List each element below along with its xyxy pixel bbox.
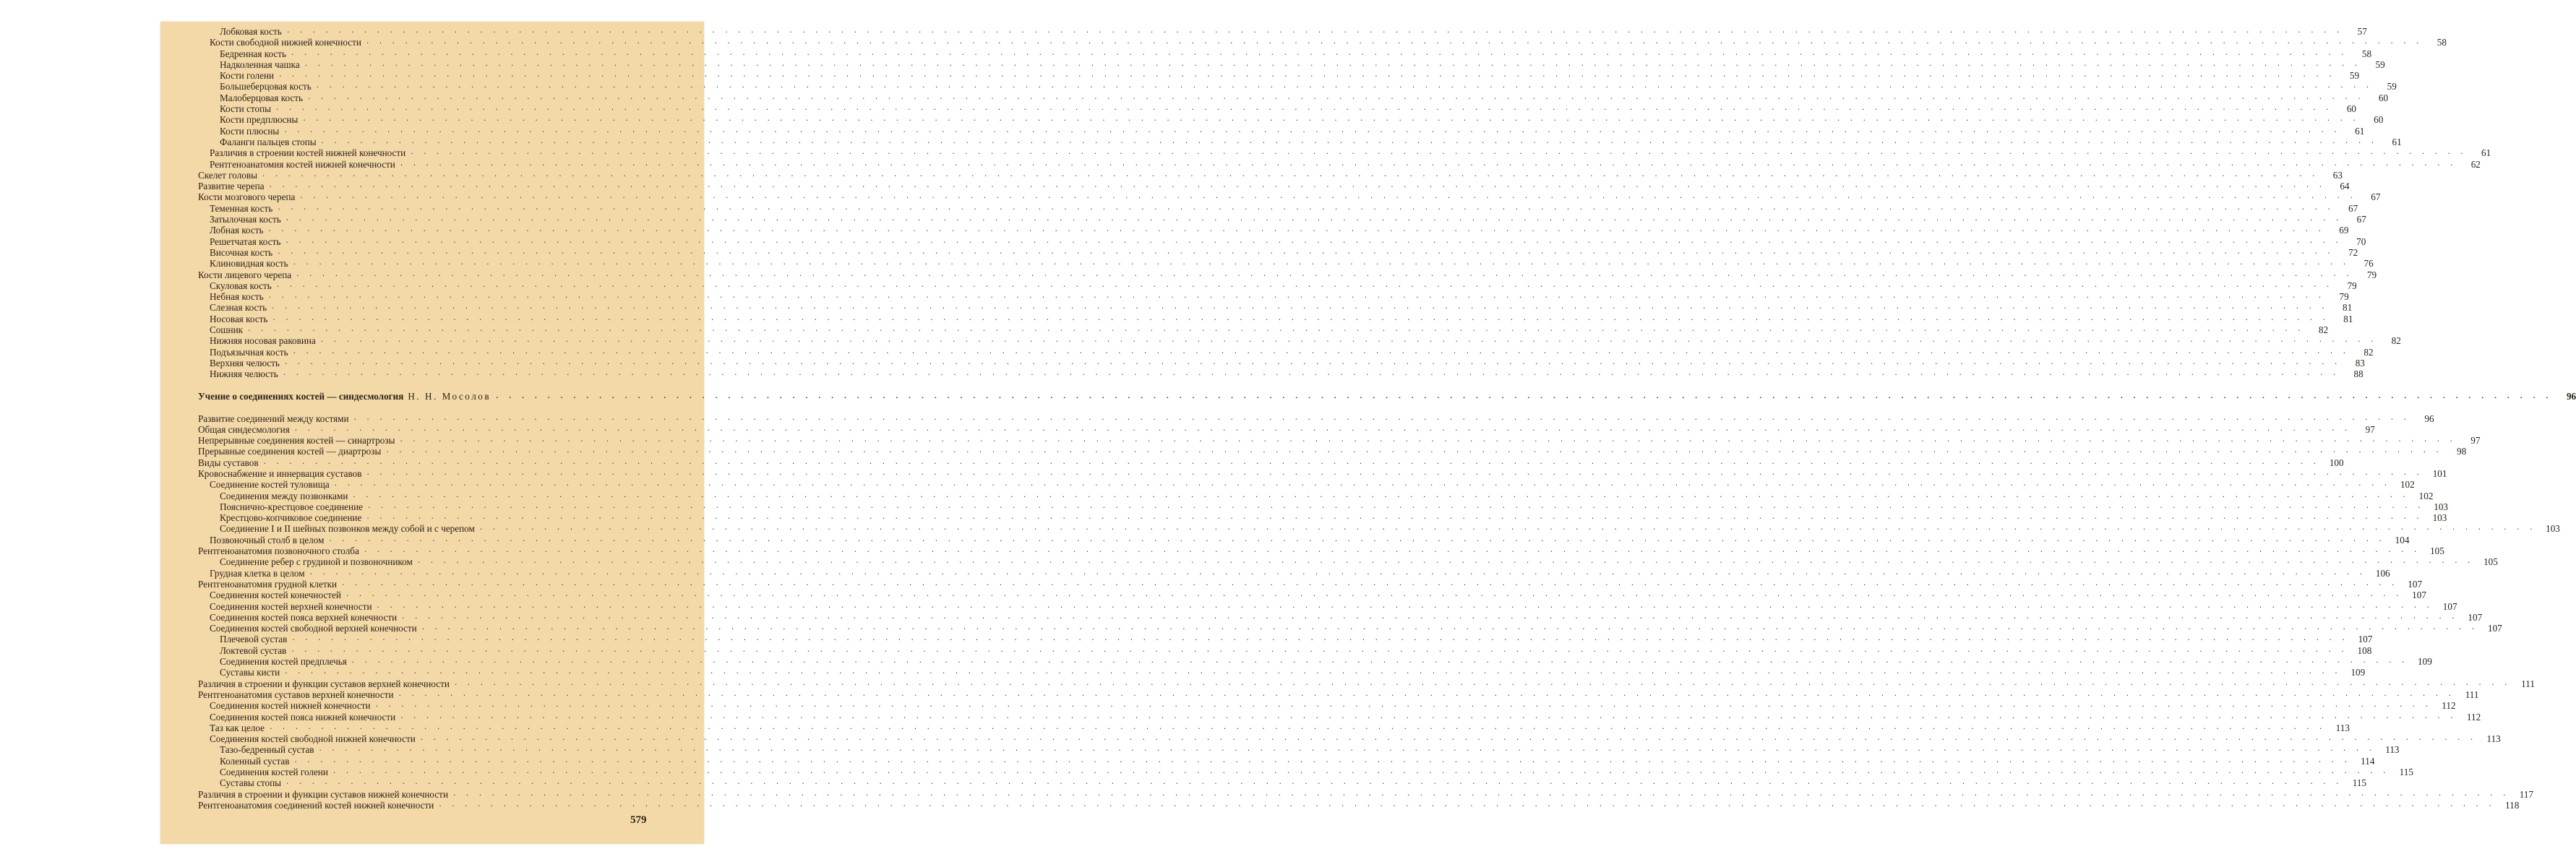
toc-entry-page: 105 <box>2483 556 2498 568</box>
toc-entry-page: 97 <box>2365 423 2375 435</box>
toc-entry-page: 102 <box>2400 479 2415 491</box>
toc-entry <box>198 158 2481 170</box>
toc-entry-title: Соединения костей свободной нижней конечности <box>210 733 416 745</box>
toc-entry-title: Носовая кость <box>210 313 268 324</box>
toc-entry-title: Малоберцовая кость <box>220 92 304 103</box>
leader-dots: . . . . . . . . . . . . . . . . . . . . . . . . . . . . . . . . . . . . . . . . . . . . . . . . . . . . . . . . . . . . . . . . . . . . . . . . . . . . . . . . . . . . . . . . . . . . . . . . . . . . . . . . . . . . . . . . . . . . . . . . . . . . . . . . . . . . . . . . . . . . . . . . . . . . . . . . . . . . . . . . <box>277 204 2334 212</box>
leader-dots: . . . . . . . . . . . . . . . . . . . . . . . . . . . . . . . . . . . . . . . . . . . . . . . . . . . . . . . . . . . . . . . . . . . . . . . . . . . . . . . . . . . . . . . . . . . . . . . . . . . . . . . . . . . . . . . . . . . . . . . . . . . . . . . . . . . . . . . . . . . . . . . . . . . . . . . . . . . . . . . . <box>438 801 2495 808</box>
toc-entry <box>198 423 2375 435</box>
toc-entry-title: Соединение I и II шейных позвонков между собой и с черепом <box>220 523 475 535</box>
toc-entry <box>198 125 2365 137</box>
leader-dots: . . . . . . . . . . . . . . . . . . . . . . . . . . . . . . . . . . . . . . . . . . . . . . . . . . . . . . . . . . . . . . . . . . . . . . . . . . . . . . . . . . . . . . . . . . . . . . . . . . . . . . . . . . . . . . . . . . . . . . . . . . . . . . . . . . . . . . . . . . . . . . . . . . . . . . . . . . . . . . . . <box>363 547 2420 555</box>
toc-entry <box>198 556 2498 568</box>
toc-entry <box>198 467 2447 479</box>
toc-entry-title: Подъязычная кость <box>210 346 288 358</box>
toc-entry-page: 103 <box>2546 523 2560 535</box>
section-author: Н. Н. Мосолов <box>408 390 491 402</box>
toc-entry-title: Развитие черепа <box>198 181 265 192</box>
toc-entry <box>198 48 2372 59</box>
toc-entry-page: 67 <box>2356 214 2366 225</box>
toc-entry-page: 60 <box>2374 114 2384 126</box>
leader-dots: . . . . . . . . . . . . . . . . . . . . . . . . . . . . . . . . . . . . . . . . . . . . . . . . . . . . . . . . . . . . . . . . . . . . . . . . . . . . . . . . . . . . . . . . . . . . . . . . . . . . . . . . . . . . . . . . . . . . . . . . . . . . . . . . . . . . . . . . . . . . . . . . . . . . . . . . . . . . . . . . <box>416 558 2473 566</box>
toc-entry <box>198 623 2502 634</box>
toc-entry <box>198 534 2410 545</box>
leader-dots: . . . . . . . . . . . . . . . . . . . . . . . . . . . . . . . . . . . . . . . . . . . . . . . . . . . . . . . . . . . . . . . . . . . . . . . . . . . . . . . . . . . . . . . . . . . . . . . . . . . . . . . . . . . . . . . . . . . . . . . . . . . . . . . . . . . . . . . . . . . . . . . . . . . . . . . . . . . . . . . . <box>293 756 2350 764</box>
toc-entry-title: Различия в строении и функции суставов нижней конечности <box>198 788 449 800</box>
leader-dots: . . . . . . . . . . . . . . . . . . . . . . . . . . . . . . . . . . . . . . . . . . . . . . . . . . . . . . . . . . . . . . . . . . . . . . . . . . . . . . . . . . . . . . . . . . . . . . . . . . . . . . . . . . . . . . . . . . . . . . . . . . . . . . . . . . . . . . . . . . . . . . . . . . . . . . . . . . . . . . . . <box>421 624 2478 632</box>
toc-entry-title: Нижняя носовая раковина <box>210 335 316 347</box>
toc-entry <box>198 777 2367 789</box>
leader-dots: . . . . . . . . . . . . . . . . . . . . . . . . . . . . . . . . . . . . . . . . . . . . . . . . . . . . . . . . . . . . . . . . . . . . . . . . . . . . . . . . . . . . . . . . . . . . . . . . . . . . . . . . . . . . . . . . . . . . . . . . . . . . . . . . . . . . . . . . . . . . . . . . . . . . . . . . . . . . . . . . <box>293 425 2350 433</box>
toc-entry-page: 115 <box>2399 767 2413 777</box>
toc-entry-page: 96 <box>2424 413 2434 424</box>
leader-dots: . . . . . . . . . . . . . . . . . . . . . . . . . . . . . . . . . . . . . . . . . . . . . . . . . . . . . . . . . . . . . . . . . . . . . . . . . . . . . . . . . . . . . . . . . . . . . . . . . . . . . . . . . . . . . . . . . . . . . . . . . . . . . . . . . . . . . . . . . . . . . . . . . . . . . . . . . . . . . . . . <box>352 491 2409 499</box>
toc-entry-page: 97 <box>2470 435 2481 447</box>
toc-entry <box>198 799 2520 811</box>
toc-entry <box>198 214 2366 225</box>
leader-dots: . . . . . . . . . . . . . . . . . . . . . . . . . . . . . . . . . . . . . . . . . . . . . . . . . . . . . . . . . . . . . . . . . . . . . . . . . . . . . . . . . . . . . . . . . . . . . . . . . . . . . . . . . . . . . . . . . . . . . . . . . . . . . . . . . . . . . . . . . . . . . . . . . . . . . . . . . . . . . . . . <box>261 171 2318 178</box>
toc-entry <box>198 490 2434 501</box>
toc-entry <box>198 169 2343 181</box>
toc-entry <box>198 368 2364 380</box>
toc-entry <box>198 291 2349 303</box>
toc-entry <box>198 435 2481 447</box>
toc-entry <box>198 667 2366 678</box>
toc-entry-page: 107 <box>2412 590 2426 601</box>
leader-dots: . . . . . . . . . . . . . . . . . . . . . . . . . . . . . . . . . . . . . . . . . . . . . . . . . . . . . . . . . . . . . . . . . . . . . . . . . . . . . . . . . . . . . . . . . . . . . . . . . . . . . . . . . . . . . . . . . . . . . . . . . . . . . . . . . . . . . . . . . . . . . . . . . . . . . . . . . . . . . . . . <box>453 679 2510 687</box>
toc-entry-page: 104 <box>2395 534 2410 545</box>
leader-dots: . . . . . . . . . . . . . . . . . . . . . . . . . . . . . . . . . . . . . . . . . . . . . . . . . . . . . . . . . . . . . . . . . . . . . . . . . . . . . . . . . . . . . . . . . . . . . . . . . . . . . . . . . . . . . . . . . . . . . . . . . . . . . . . . . . . . . . . . . . . . . . . . . . . . . . . . . . . . . . . . <box>478 525 2536 532</box>
toc-entry <box>198 191 2381 203</box>
toc-entry <box>198 611 2483 623</box>
toc-entry-title: Соединения костей нижней конечности <box>210 700 371 712</box>
toc-entry <box>198 733 2501 745</box>
toc-entry-page: 69 <box>2339 225 2349 236</box>
toc-entry-title: Решетчатая кость <box>210 236 281 247</box>
leader-dots: . . . . . . . . . . . . . . . . . . . . . . . . . . . . . . . . . . . . . . . . . . . . . . . . . . . . . . . . . . . . . . . . . . . . . . . . . . . . . . . . . . . . . . . . . . . . . . . . . . . . . . . . . . . . . . . . . . . . . . . . . . . . . . . . . . . . . . . . . . . . . . . . . . . . . . . . . . . . . . . . <box>320 137 2377 145</box>
leader-dots: . . . . . . . . . . . . . . . . . . . . . . . . . . . . . . . . . . . . . . . . . . . . . . . . . . . . . . . . . . . . . . . . . . . . . . . . . . . . . . . . . . . . . . . . . . . . . . . . . . . . . . . . . . . . . . . . . . . . . . . . . . . . . . . . . . . . . . . . . . . . . . . . . . . . . . . . . . . . . . . . <box>333 480 2390 488</box>
leader-dots: . . . . . . . . . . . . . . . . . . . . . . . . . . . . . . . . . . . . . . . . . . . . . . . . . . . . . . . . . . . . . . . . . . . . . . . . . . . . . . . . . . . . . . . . . . . . . . . . . . . . . . . . . . . . . . . . . . . . . . . . . . . . . . . . . . . . . . . . . . . . . . . . . . . . . . . . . . . . . . . . <box>452 790 2510 798</box>
toc-entry-title: Соединения костей предплечья <box>220 656 347 668</box>
toc-entry-title: Большеберцовая кость <box>220 81 312 92</box>
toc-entry-title: Надколенная чашка <box>220 59 300 70</box>
toc-entry-page: 59 <box>2375 59 2385 70</box>
page-number: 579 <box>630 814 647 826</box>
leader-dots: . . . . . . . . . . . . . . . . . . . . . . . . . . . . . . . . . . . . . . . . . . . . . . . . . . . . . . . . . . . . . . . . . . . . . . . . . . . . . . . . . . . . . . . . . . . . . . . . . . . . . . . . . . . . . . . . . . . . . . . . . . . . . . . . . . . . . . . . . . . . . . . . . . . . . . . . . . . . . . . . <box>399 436 2456 444</box>
toc-entry-title: Нижняя челюсть <box>210 368 278 380</box>
toc-entry <box>198 269 2377 280</box>
toc-entry-page: 58 <box>2361 48 2372 59</box>
toc-entry-title: Слезная кость <box>210 302 267 314</box>
toc-entry-page: 112 <box>2442 700 2456 712</box>
leader-dots: . . . . . . . . . . . . . . . . . . . . . . . . . . . . . . . . . . . . . . . . . . . . . . . . . . . . . . . . . . . . . . . . . . . . . . . . . . . . . . . . . . . . . . . . . . . . . . . . . . . . . . . . . . . . . . . . . . . . . . . . . . . . . . . . . . . . . . . . . . . . . . . . . . . . . . . . . . . . . . . . <box>283 358 2340 366</box>
toc-entry-title: Височная кость <box>210 246 273 258</box>
toc-entry-page: 103 <box>2434 501 2448 512</box>
toc-entry-page: 88 <box>2353 368 2364 380</box>
toc-entry-title: Сошник <box>210 324 244 336</box>
toc-entry-title: Суставы кисти <box>220 667 280 678</box>
toc-entry-page: 57 <box>2357 26 2367 37</box>
leader-dots: . . . . . . . . . . . . . . . . . . . . . . . . . . . . . . . . . . . . . . . . . . . . . . . . . . . . . . . . . . . . . . . . . . . . . . . . . . . . . . . . . . . . . . . . . . . . . . . . . . . . . . . . . . . . . . . . . . . . . . . . . . . . . . . . . . . . . . . . . . . . . . . . . . . . . . . . . . . . . . . . <box>302 116 2359 124</box>
toc-entry <box>198 136 2402 147</box>
toc-entry-page: 109 <box>2418 656 2432 668</box>
toc-entry-title: Различия в строении и функции суставов верхней конечности <box>198 678 450 689</box>
leader-dots: . . . . . . . . . . . . . . . . . . . . . . . . . . . . . . . . . . . . . . . . . . . . . . . . . . . . . . . . . . . . . . . . . . . . . . . . . . . . . . . . . . . . . . . . . . . . . . . . . . . . . . . . . . . . . . . . . . . . . . . . . . . . . . . . . . . . . . . . . . . . . . . . . . . . . . . . . . . . . . . . <box>271 303 2328 311</box>
toc-entry-page: 109 <box>2350 667 2366 678</box>
toc-entry-title: Соединения костей верхней конечности <box>210 600 372 612</box>
leader-dots: . . . . . . . . . . . . . . . . . . . . . . . . . . . . . . . . . . . . . . . . . . . . . . . . . . . . . . . . . . . . . . . . . . . . . . . . . . . . . . . . . . . . . . . . . . . . . . . . . . . . . . . . . . . . . . . . . . . . . . . . . . . . . . . . . . . . . . . . . . . . . . . . . . . . . . . . . . . . . . . . <box>309 569 2366 577</box>
leader-dots: . . . . . . . . . . . . . . . . . . . . . . . . . . . . . . . . . . . . . . . . . . . . . . . . . . . . . . . . . . . . . . . . . . . . . . . . . . . . . . . . . . . . . . . . . . . . . . . . . . . . . . . . . . . . . . . . . . . . . . . . . . . . . . . . . . . . . . . . . . . . . . . . . . . . . . . . . . . . . . . . <box>247 326 2304 334</box>
toc-entry-title: Клиновидная кость <box>210 258 288 269</box>
toc-entry <box>198 26 2367 37</box>
toc-entry <box>198 357 2365 368</box>
toc-entry-title: Лобковая кость <box>220 26 282 37</box>
toc-entry <box>198 722 2350 733</box>
toc-entry <box>198 689 2479 700</box>
toc-entry-title: Небная кость <box>210 291 264 303</box>
toc-entry <box>198 236 2366 247</box>
toc-entry-page: 70 <box>2356 236 2366 247</box>
leader-dots: . . . . . . . . . . . . . . . . . . . . . . . . . . . . . . . . . . . . . . . . . . . . . . . . . . . . . . . . . . . . . . . . . . . . . . . . . . . . . . . . . . . . . . . . . . . . . . . . . . . . . . . . . . . . . . . . . . . . . . . . . . . . . . . . . . . . . . . . . . . . . . . . . . . . . . . . . . . . . . . . <box>332 768 2389 775</box>
leader-dots: . . . . . . . . . . . . . . . . . . . . . . . . . . . . . . . . . . . . . . . . . . . . . . . . . . . . . . . . . . . . . . . . . . . . . . . . . . . . . . . . . . . . . . . . . . . . . . . . . . . . . . . . . . . . . . . . . . . . . . . . . . . . . . . . . . . . . . . . . . . . . . . . . . . . . . . . . . . . . . . . <box>268 723 2325 731</box>
leader-dots: . . . . . . . . . . . . . . . . . . . . . . . . . . . . . . . . . . . . . . . . . . . . . . . . . . . . . . . . . . . . . . . . . . . . . . . . . . . . . . . . . . . . . . . . . . . . . . . . . . . . . . . . . . . . . . . . . . . . . . . . . . . . . . . . . . . . . . . . . . . . . . . . . . . . . . . . . . . . . . . . <box>285 27 2343 35</box>
toc-entry-page: 118 <box>2505 799 2520 811</box>
toc-entry-page: 63 <box>2332 169 2343 181</box>
leader-dots: . . . . . . . . . . . . . . . . . . . . . . . . . . . . . . . . . . . . . . . . . . . . . . . . . . . . . . . . . . . . . . . . . . . . . . . . . . . . . . . . . . . . . . . . . . . . . . . . . . . . . . . . . . . . . . . . . . . . . . . . . . . . . . . . . . . . . . . . . . . . . . . . . . . . . . . . . . . . . . . . <box>291 646 2348 654</box>
toc-entry <box>198 457 2344 468</box>
toc-entry-page: 59 <box>2387 81 2397 92</box>
toc-entry-page: 61 <box>2355 125 2365 137</box>
leader-dots: . . . . . . . . . . . . . . . . . . . . . . . . . . . . . . . . . . . . . . . . . . . . . . . . . . . . . . . . . . . . . . . . . . . . . . . . . . . . . . . . . . . . . . . . . . . . . . . . . . . . . . . . . . . . . . . . . . . . . . . . . . . . . . . . . . . . . . . . . . . . . . . . . . . . . . . . . . . . . . . . <box>292 348 2349 355</box>
leader-dots: . . . . . . . . . . . . . . . . . . . . . . . . . . . . . . . . . . . . . . . . . . . . . . . . . . . . . . . . . . . . . . . . . . . . . . . . . . . . . . . . . . . . . . . . . . . . . . . . . . . . . . . . . . . . . . . . . . . . . . . . . . . . . . . . . . . . . . . . . . . . . . . . . . . . . . . . . . . . . . . . <box>365 38 2422 46</box>
toc-entry-page: 113 <box>2385 744 2400 756</box>
toc-entry-page: 103 <box>2432 512 2447 524</box>
toc-entry <box>198 788 2534 800</box>
toc-entry-title: Соединения костей пояса верхней конечности <box>210 611 398 623</box>
toc-entry <box>198 644 2372 656</box>
toc-entry-title: Соединение костей туловища <box>210 479 330 491</box>
toc-entry <box>198 181 2350 192</box>
leader-dots: . . . . . . . . . . . . . . . . . . . . . . . . . . . . . . . . . . . . . . . . . . . . . . . . . . . . . . . . . . . . . . . . . . . . . . . . . . . . . . . . . . . . . . . . . . . . . . . . . . . . . . . . . . . . . . . . . . . . . . . . . . . . . . . . . . . . . . . . . . . . . . . . . . . . . . . . . . . . . . . . <box>398 690 2455 698</box>
toc-entry-page: 107 <box>2468 611 2483 623</box>
toc-block-syndesmology <box>198 413 2560 811</box>
toc-entry-page: 107 <box>2487 623 2502 634</box>
leader-dots: . . . . . . . . . . . . . . . . . . . . . . . . . . . . . . . . . . . . . . . . . . . . . . . . . . . . . . . . . . . . . . . . . . . . . . . . . . . . . . . . . . . . . . . . . . . . . . . . . . . . . . . . . . . . . . . . . . . . . . . . . . . . . . . . . . . . . . . . . . . . . . . . . . . . . . . . . . . . . . . . <box>353 414 2410 422</box>
toc-entry <box>198 446 2467 457</box>
toc-entry-title: Виды суставов <box>198 457 259 468</box>
leader-dots: . . . . . . . . . . . . . . . . . . . . . . . . . . . . . . . . . . . . . . . . . . . . . . . . . . . . . . . . . . . . . . . . . . . . . . . . . . . . . . . . . . . . . . . . . . . . . . . . . . . . . . . . . . . . . . . . . . . . . . . . . . . . . . . . . . . . . . . . . . . . . . . . . . . . . . . . . . . . . . . . <box>284 668 2341 676</box>
toc-entry-page: 113 <box>2486 733 2501 745</box>
toc-entry-page: 102 <box>2418 490 2434 501</box>
toc-entry-title: Соединение ребер с грудиной и позвоночником <box>220 556 413 568</box>
toc-entry <box>198 258 2374 269</box>
toc-entry <box>198 225 2349 236</box>
toc-entry <box>198 590 2426 601</box>
toc-entry-title: Соединения костей свободной верхней конечности <box>210 623 417 634</box>
leader-dots: . . . . . . . . . . . . . . . . . . . . . . . . . . . . . . . . . . . . . . . . . . . . . . . . . . . . . . . . . . . . . . . . . . . . . . . . . . . . . . . . . . . . . . . . . . . . . . . . . . . . . . . . . . . . . . . . . . . . . . . . . . . . . . . . . . . . . . . . . . . . . . . . . . . . . . . . . . . . . . . . <box>275 281 2332 289</box>
toc-entry-page: 76 <box>2364 258 2374 269</box>
toc-entry <box>198 280 2357 291</box>
toc-entry-page: 111 <box>2465 689 2479 700</box>
leader-dots: . . . . . . . . . . . . . . . . . . . . . . . . . . . . . . . . . . . . . . . . . . . . . . . . . . . . . . . . . . . . . . . . . . . . . . . . . . . . . . . . . . . . . . . . . . . . . . . . . . . . . . . . . . . . . . . . . . . . . . . . . . . . . . . . . . . . . . . . . . . . . . . . . . . . . . . . . . . . . . . . <box>366 514 2423 522</box>
toc-entry-page: 58 <box>2437 37 2447 48</box>
toc-entry-title: Крестцово-копчиковое соединение <box>220 512 362 524</box>
toc-block-skeleton <box>198 26 2491 380</box>
toc-entry <box>198 114 2384 126</box>
toc-entry-page: 67 <box>2348 202 2358 214</box>
toc-entry-title: Кости лицевого черепа <box>198 269 292 280</box>
toc-entry-page: 106 <box>2375 567 2390 579</box>
book-page <box>160 22 2576 844</box>
toc-entry <box>198 147 2491 159</box>
leader-dots: . . . . . . . . . . . . . . . . . . . . . . . . . . . . . . . . . . . . . . . . . . . . . . . . . . . . . . . . . . . . . . . . . . . . . . . . . . . . . . . . . . . . . . . . . . . . . . . . . . . . . . . . . . . . . . . . . . . . . . . . . . . . . . . . . . . . . . . . . . . . . . . . . . . . . . . . . . . . . . . . <box>285 215 2342 223</box>
toc-entry-title: Различия в строении костей нижней конечности <box>210 147 406 159</box>
toc-entry-title: Развитие соединений между костями <box>198 413 349 424</box>
toc-entry <box>198 744 2400 756</box>
toc-entry-page: 112 <box>2466 711 2481 722</box>
toc-entry-page: 83 <box>2355 357 2365 368</box>
toc-entry-page: 115 <box>2352 777 2367 789</box>
leader-dots: . . . . . . . . . . . . . . . . . . . . . . . . . . . . . . . . . . . . . . . . . . . . . . . . . . . . . . . . . . . . . . . . . . . . . . . . . . . . . . . . . . . . . . . . . . . . . . . . . . . . . . . . . . . . . . . . . . . . . . . . . . . . . . . . . . . . . . . . . . . . . . . . . . . . . . . . . . . . . . . . <box>399 160 2456 168</box>
toc-entry-title: Соединения костей голени <box>220 767 328 777</box>
toc-entry-page: 67 <box>2371 191 2381 203</box>
leader-dots: . . . . . . . . . . . . . . . . . . . . . . . . . . . . . . . . . . . . . . . . . . . . . . . . . . . . . . . . . . . . . . . . . . . . . . . . . . . . . . . . . . . . . . . . . . . . . . . . . . . . . . . . . . . . . . . . . . . . . . . . . . . . . . . . . . . . . . . . . . . . . . . . . . . . . . . . . . . . . . . . <box>292 259 2349 267</box>
toc-entry <box>198 324 2329 336</box>
toc-entry-page: 82 <box>2391 335 2401 347</box>
leader-dots: . . . . . . . . . . . . . . . . . . . . . . . . . . . . . . . . . . . . . . . . . . . . . . . . . . . . . . . . . . . . . . . . . . . . . . . . . . . . . . . . . . . . . . . . . . . . . . . . . . . . . . . . . . . . . . . . . . . . . . . . . . . . . . . . . . . . . . . . . . . . . . . . . . . . . . . . . . . . . . . . <box>318 746 2375 754</box>
toc-entry <box>198 302 2353 314</box>
toc-entry-title: Скелет головы <box>198 169 257 181</box>
toc-entry <box>198 103 2356 115</box>
toc-entry-title: Затылочная кость <box>210 214 281 225</box>
leader-dots: . . . . . . . . . . . . . . . . . . . . . . . . . . . . . . . . . . . . . . . . . . . . . . . . . . . . . . . . . . . . . . . . . . . . . . . . . . . . . . . . . . . . . . . . . . . . . . . . . . . . . . . . . . . . . . . . . . . . . . . . . . . . . . . . . . . . . . . . . . . . . . . . . . . . . . . . . . . . . . . . <box>367 502 2423 510</box>
leader-dots: . . . . . . . . . . . . . . . . . . . . . . . . . . . . . . . . . . . . . . . . . . . . . . . . . . . . . . . . . . . . . . . . . . . . . . . . . . . . . . . . . . . . . . . . . . . . . . . . . . . . . . . . . . . . . . . . . . . . . . . . . . . . . . . . . . . . . . . . . . . . . . . . . . . . . . . . . . . . . . . . <box>291 49 2348 57</box>
toc-entry-page: 79 <box>2366 269 2377 280</box>
leader-dots: . . . . . . . . . . . . . . . . . . . . . . . . . . . . . . . . . . . . . . . . . . . . . . . . . . . . . . . . . . . . . . . . . . . . . . . . . . . . . . . . . . . . . . . . . . . . . . . . . . . . . . . . . . . . . . . . . . . . . . . . . . . . . . . . . . . . . . . . . . . . . . . . . . . . . . . . . . . . . . . . <box>283 126 2340 134</box>
toc-entry-title: Локтевой сустав <box>220 644 287 656</box>
toc-entry-page: 61 <box>2481 147 2491 159</box>
toc-entry-title: Рентгеноанатомия соединений костей нижней конечности <box>198 799 434 811</box>
toc-entry-page: 62 <box>2470 158 2481 170</box>
toc-entry <box>198 313 2353 324</box>
toc-entry-page: 81 <box>2342 302 2353 314</box>
toc-entry-page: 82 <box>2364 346 2374 358</box>
toc-entry <box>198 634 2373 645</box>
toc-entry-title: Кости голени <box>220 70 275 82</box>
toc-entry-page: 105 <box>2430 545 2444 557</box>
leader-dots: . . . . . . . . . . . . . . . . . . . . . . . . . . . . . . . . . . . . . . . . . . . . . . . . . . . . . . . . . . . . . . . . . . . . . . . . . . . . . . . . . . . . . . . . . . . . . . . . . . . . . . . . . . . . . . . . . . . . . . . . . . . . . . . . . . . . . . . . . . . . . . . . . . . . . . . . . . . . . . . . <box>296 270 2353 278</box>
leader-dots: . . . . . . . . . . . . . . . . . . . . . . . . . . . . . . . . . . . . . . . . . . . . . . . . . . . . . . . . . . . . . . . . . . . . . . . . . . . . . . . . . . . . . . . . . . . . . . . . . . . . . . . . . . . . . . . . . . . . . . . . . . . . . . . . . . . . . . . . . . . . . . . . . . . . . . . . . . . . . . . . <box>285 237 2342 245</box>
toc-entry-title: Бедренная кость <box>220 48 287 59</box>
toc-entry-page: 79 <box>2347 280 2357 291</box>
toc-entry-page: 60 <box>2346 103 2356 115</box>
toc-entry-page: 61 <box>2392 136 2402 147</box>
toc-entry <box>198 512 2447 524</box>
toc-entry-title: Рентгеноанатомия суставов верхней конечности <box>198 689 394 700</box>
toc-entry-page: 79 <box>2339 291 2349 303</box>
leader-dots: . . . . . . . . . . . . . . . . . . . . . . . . . . . . . . . . . . . . . . . . . . . . . . . . . . . . . . . . . . . . . . . . . . . . . . . . . . . . . . . . . . . . . . . . . . . . . . . . . . . . . . . . . . . . . . . . . . . . . . . . . . . . . . . . . . . . . . . . . . . . . . . . . . . . . . . . . . . . . . . . <box>268 182 2325 190</box>
toc-entry <box>198 81 2397 92</box>
toc-entry-page: 64 <box>2340 181 2350 192</box>
toc-entry <box>198 767 2413 777</box>
leader-dots: . . . . . . . . . . . . . . . . . . . . . . . . . . . . . . . . . . . . . . . . . . . . . . . . . . . . . . . . . . . . . . . . . . . . . . . . . . . . . . . . . . . . . . . . . . . . . . . . . . . . . . . . . . . . . . . . . . . . . . . . . . . . . . . . . . . . . . . . . . . . . . . . . . . . . . . . . . . . . . . . <box>351 657 2408 665</box>
leader-dots: . . . . . . . . . . . . . . . . . . . . . . . . . . . . . . . . . . . . . . . . . . . . . . . . . . . . . . . . . . . . . . . . . . . . . . . . . . . . . . . . . . . . . . . . . . . . . . . . . . . . . . . . . . . . . . . . . . . . . . . . . . . . . . . . . . . . . . . . . . . . . . . . . . . . . . . . . . . . . . . . <box>272 314 2329 322</box>
toc-entry-title: Соединения между позвонками <box>220 490 348 501</box>
section-title: Учение о соединениях костей — синдесмология <box>198 390 404 402</box>
leader-dots: . . . . . . . . . . . . . . . . . . . . . . . . . . . . . . . . . . . . . . . . . . . . . . . . . . . . . . . . . . . . . . . . . . . . . . . . . . . . . . . . . . . . . . . . . . . . . . . . . . . . . . . . . . . . . . . . . . . . . . . . . . . . . . . . . . . . . . . . . . . . . . . . . . . . . . . . . . . . . . . . <box>282 370 2339 378</box>
toc-entry-title: Кости плюсны <box>220 125 280 137</box>
toc-entry-title: Общая синдесмология <box>198 423 290 435</box>
toc-entry <box>198 246 2358 258</box>
toc-entry <box>198 92 2389 103</box>
leader-dots: . . . . . . . . . . . . . . . . . . . . . . . . . . . . . . . . . . . . . . . . . . . . . . . . . . . . . . . . . . . . . . . . . . . . . . . . . . . . . . . . . . . . . . . . . . . . . . . . . . . . . . . . . . . . . . . . . . . . . . . . . . . . . . . . . . . . . . . . . . . . . . . . . . . . . . . . . . . . . . . . <box>275 105 2332 113</box>
leader-dots: . . . . . . . . . . . . . . . . . . . . . . . . . . . . . . . . . . . . . . . . . . . . . . . . . . . . . . . . . . . . . . . . . . . . . . . . . . . . . . . . . . . . . . . . . . . . . . . . . . . . . . . . . . . . . . . . . . . . . . . . . . . . . . . . . . . . . . . . . . . . . . . . . . . . . . . . . . . . . . . . <box>304 60 2361 68</box>
leader-dots: . . . . . . . . . . . . . . . . . . . . . . . . . . . . . . . . . . . . . . . . . . . . . . . . . . . . . . . . . . . . . . . . . . . . . . . . . . . . . . . . . . . . . . . . . . . . . . . . . . . . . . . . . . . . . . . . . . . . . . . . . . . . . . . . . . . . . . . . . . . . . . . . . . . . . . . . . . . . . . . . <box>410 149 2467 157</box>
leader-dots: . . . . . . . . . . . . . . . . . . . . . . . . . . . . . . . . . . . . . . . . . . . . . . . . . . . . . . . . . . . . . . . . . . . . . . . . . . . . . . . . . . . . . . . . . . . . . . . . . . . . . . . . . . . . . . . . . . . . . . . . . . . . . . . . . . . . . . . . . . . . . . . . . . . . . . . . . . . . . . . . <box>401 613 2458 621</box>
toc-entry <box>198 656 2432 668</box>
toc-entry-title: Грудная клетка в целом <box>210 567 305 579</box>
toc-entry-title: Позвоночный столб в целом <box>210 534 325 545</box>
leader-dots: . . . . . . . . . . . . . . . . . . . . . . . . . . . . . . . . . . . . . . . . . . . . . . . . . . . . . . . . . . . . . . . . . . . . . . . . . . . . . . . . . . . . . . . . . . . . . . . . . . . . . . . . . . . . . . . . . . . . . . . . . . . . . . . . . . . . . . . . . . . . . . . . . . . . . . . . . . . . . . . . <box>267 226 2324 234</box>
toc-entry <box>198 37 2447 48</box>
toc-entry-page: 107 <box>2408 578 2423 590</box>
toc-entry-title: Тазо-бедренный сустав <box>220 744 314 756</box>
toc-entry-title: Рентгеноанатомия позвоночного столба <box>198 545 359 557</box>
toc-entry <box>198 545 2444 557</box>
leader-dots: . . . . . . . . . . . . . . . . . . . . . . . . . . . . . . . . . . . . . . . . . . . . . . . . . . . . . . . . . . . . . . . . . . . . . . . . . . . . . . . . . . . . . . . . . . . . . . . . . . . . . . . . . . . . . . . . . . . . . . . . . . . . . . . . . . . . . . . . . . . . . . . . . . . . . . . . . . . . . . . . <box>291 635 2348 643</box>
toc-entry-page: 111 <box>2521 678 2535 689</box>
toc-entry <box>198 600 2457 612</box>
leader-dots: . . . . . . . . . . . . . . . . . . . . . . . . . . . . . . . . . . . . . . . . . . . . . . . . . . . . . . . . . . . . . . . . . . . . . . . . . . . . . . . . . . . . . . . . . . . . . . . . . . . . . . . . . . . . . . . . . . . . . . . . . . . . . . . . . . . . . . . . . . . . . . . . . . . . . . . . . . . . . . . . <box>341 579 2398 587</box>
toc-entry <box>198 70 2360 82</box>
leader-dots: . . . . . . . . . . . . . . . . . . . . . . . . . . . . . . . . . . . . . . . . . . . . . . . . . . . . . . . . . . . . . . . . . . . . . . . . . . . . . . . . . . . . . . . . . . . . . . . . . . . . . . . . . . . . . . . . . . . . . . . . . . . . . . . . . . . . . . . . . . . . . . . . . . . . . . . . . . . . . . . . <box>419 735 2476 743</box>
leader-dots: . . . . . . . . . . . . . . . . . . . . . . . . . . . . . . . . . . . . . . . . . . . . . . . . . . . . . . . . . . . . . . . . . . . . . . . . . . . . . . . . . . . . . . . . . . . . . . . . . . . . . . . . . . . . . . . . . . . . . . . . . . . . . . . . . . . . . . . . . . . . . . . . . . . . . . . . . . . . . . . . <box>385 447 2442 455</box>
toc-entry-title: Кровоснабжение и иннервация суставов <box>198 467 362 479</box>
toc-entry-title: Прерывные соединения костей — диартрозы <box>198 446 382 457</box>
leader-dots: . . . . . . . . . . . . . . . . . . . . . . . . . . . . . . . . . . . . . . . . . . . . . . . . . . . . . . . . . . . . . . . . . . . . . . . . . . . . . . . . . . . . . . . . . . . . . . . . . . . . . . . . . . . . . . . . . . . . . . . . . . . . . . . . . . . . . . . . . . . . . . . . . . . . . . . . . . . . . . . . <box>400 712 2457 720</box>
toc-entry-page: 72 <box>2348 246 2358 258</box>
toc-entry-page: 114 <box>2361 755 2375 767</box>
toc-entry-title: Суставы стопы <box>220 777 282 789</box>
leader-dots: . . . . . . . . . . . . . . . . . . . . . . . . . . . . . . . . . . . . . . . . . . . . . . . . . . . . . . . . . . . . . . . . . . . . . . . . . . . . . . . . . . . . . . . . . . . . . . . . . . . . . . . . . . . . . . . . . . . . . . . . . . . . . . . . . . . . . . . . . . . . . . . . . . . . . . . . . . . . . . . . <box>495 392 2552 400</box>
toc-entry-title: Коленный сустав <box>220 755 290 767</box>
toc-entry-title: Кости мозгового черепа <box>198 191 296 203</box>
toc-entry <box>198 711 2481 722</box>
toc-entry-title: Непрерывные соединения костей — синартрозы <box>198 435 395 447</box>
leader-dots: . . . . . . . . . . . . . . . . . . . . . . . . . . . . . . . . . . . . . . . . . . . . . . . . . . . . . . . . . . . . . . . . . . . . . . . . . . . . . . . . . . . . . . . . . . . . . . . . . . . . . . . . . . . . . . . . . . . . . . . . . . . . . . . . . . . . . . . . . . . . . . . . . . . . . . . . . . . . . . . . <box>376 602 2433 610</box>
toc-entry-title: Фаланги пальцев стопы <box>220 136 317 147</box>
toc-entry-page: 100 <box>2329 457 2344 468</box>
toc-entry-page: 82 <box>2318 324 2329 336</box>
toc-entry <box>198 413 2434 424</box>
toc-entry <box>198 59 2385 70</box>
toc-entry-title: Кости стопы <box>220 103 271 115</box>
toc-entry <box>198 578 2423 590</box>
toc-entry <box>198 700 2456 712</box>
toc-entry <box>198 755 2375 767</box>
leader-dots: . . . . . . . . . . . . . . . . . . . . . . . . . . . . . . . . . . . . . . . . . . . . . . . . . . . . . . . . . . . . . . . . . . . . . . . . . . . . . . . . . . . . . . . . . . . . . . . . . . . . . . . . . . . . . . . . . . . . . . . . . . . . . . . . . . . . . . . . . . . . . . . . . . . . . . . . . . . . . . . . <box>315 82 2372 90</box>
toc-entry-title: Рентгеноанатомия грудной клетки <box>198 578 338 590</box>
toc-entry-title: Соединения костей пояса нижней конечности <box>210 711 396 722</box>
toc-entry-page: 98 <box>2457 446 2467 457</box>
leader-dots: . . . . . . . . . . . . . . . . . . . . . . . . . . . . . . . . . . . . . . . . . . . . . . . . . . . . . . . . . . . . . . . . . . . . . . . . . . . . . . . . . . . . . . . . . . . . . . . . . . . . . . . . . . . . . . . . . . . . . . . . . . . . . . . . . . . . . . . . . . . . . . . . . . . . . . . . . . . . . . . . <box>299 193 2356 201</box>
toc-entry-page: 107 <box>2442 600 2457 612</box>
toc-entry-title: Плечевой сустав <box>220 634 288 645</box>
leader-dots: . . . . . . . . . . . . . . . . . . . . . . . . . . . . . . . . . . . . . . . . . . . . . . . . . . . . . . . . . . . . . . . . . . . . . . . . . . . . . . . . . . . . . . . . . . . . . . . . . . . . . . . . . . . . . . . . . . . . . . . . . . . . . . . . . . . . . . . . . . . . . . . . . . . . . . . . . . . . . . . . <box>319 337 2377 345</box>
leader-dots: . . . . . . . . . . . . . . . . . . . . . . . . . . . . . . . . . . . . . . . . . . . . . . . . . . . . . . . . . . . . . . . . . . . . . . . . . . . . . . . . . . . . . . . . . . . . . . . . . . . . . . . . . . . . . . . . . . . . . . . . . . . . . . . . . . . . . . . . . . . . . . . . . . . . . . . . . . . . . . . . <box>267 293 2324 301</box>
toc-entry-page: 59 <box>2349 70 2360 82</box>
toc-entry-page: 81 <box>2343 313 2353 324</box>
toc-entry-title: Кости предплюсны <box>220 114 299 126</box>
toc-section-heading <box>198 390 2576 403</box>
toc-entry-page: 108 <box>2357 644 2372 656</box>
leader-dots: . . . . . . . . . . . . . . . . . . . . . . . . . . . . . . . . . . . . . . . . . . . . . . . . . . . . . . . . . . . . . . . . . . . . . . . . . . . . . . . . . . . . . . . . . . . . . . . . . . . . . . . . . . . . . . . . . . . . . . . . . . . . . . . . . . . . . . . . . . . . . . . . . . . . . . . . . . . . . . . . <box>366 469 2423 477</box>
toc-entry <box>198 479 2415 491</box>
toc-entry-title: Соединения костей конечностей <box>210 590 341 601</box>
leader-dots: . . . . . . . . . . . . . . . . . . . . . . . . . . . . . . . . . . . . . . . . . . . . . . . . . . . . . . . . . . . . . . . . . . . . . . . . . . . . . . . . . . . . . . . . . . . . . . . . . . . . . . . . . . . . . . . . . . . . . . . . . . . . . . . . . . . . . . . . . . . . . . . . . . . . . . . . . . . . . . . . <box>277 248 2334 256</box>
toc-entry <box>198 346 2374 358</box>
toc-entry <box>198 501 2448 512</box>
toc-entry-title: Теменная кость <box>210 202 273 214</box>
toc-entry-title: Скуловая кость <box>210 280 272 291</box>
toc-entry <box>198 523 2560 535</box>
toc-entry-title: Лобная кость <box>210 225 264 236</box>
toc-entry-page: 117 <box>2519 788 2534 800</box>
leader-dots: . . . . . . . . . . . . . . . . . . . . . . . . . . . . . . . . . . . . . . . . . . . . . . . . . . . . . . . . . . . . . . . . . . . . . . . . . . . . . . . . . . . . . . . . . . . . . . . . . . . . . . . . . . . . . . . . . . . . . . . . . . . . . . . . . . . . . . . . . . . . . . . . . . . . . . . . . . . . . . . . <box>328 535 2385 543</box>
toc-entry-title: Рентгеноанатомия костей нижней конечности <box>210 158 395 170</box>
leader-dots: . . . . . . . . . . . . . . . . . . . . . . . . . . . . . . . . . . . . . . . . . . . . . . . . . . . . . . . . . . . . . . . . . . . . . . . . . . . . . . . . . . . . . . . . . . . . . . . . . . . . . . . . . . . . . . . . . . . . . . . . . . . . . . . . . . . . . . . . . . . . . . . . . . . . . . . . . . . . . . . . <box>374 702 2431 709</box>
table-of-contents <box>198 26 2576 811</box>
leader-dots: . . . . . . . . . . . . . . . . . . . . . . . . . . . . . . . . . . . . . . . . . . . . . . . . . . . . . . . . . . . . . . . . . . . . . . . . . . . . . . . . . . . . . . . . . . . . . . . . . . . . . . . . . . . . . . . . . . . . . . . . . . . . . . . . . . . . . . . . . . . . . . . . . . . . . . . . . . . . . . . . <box>285 779 2343 787</box>
toc-entry-page: 60 <box>2378 92 2389 103</box>
section-page: 96 <box>2566 390 2576 402</box>
toc-entry-page: 107 <box>2358 634 2373 645</box>
toc-entry-title: Пояснично-крестцовое соединение <box>220 501 363 512</box>
leader-dots: . . . . . . . . . . . . . . . . . . . . . . . . . . . . . . . . . . . . . . . . . . . . . . . . . . . . . . . . . . . . . . . . . . . . . . . . . . . . . . . . . . . . . . . . . . . . . . . . . . . . . . . . . . . . . . . . . . . . . . . . . . . . . . . . . . . . . . . . . . . . . . . . . . . . . . . . . . . . . . . . <box>262 458 2319 466</box>
toc-entry <box>198 567 2390 579</box>
toc-entry-title: Таз как целое <box>210 722 265 733</box>
leader-dots: . . . . . . . . . . . . . . . . . . . . . . . . . . . . . . . . . . . . . . . . . . . . . . . . . . . . . . . . . . . . . . . . . . . . . . . . . . . . . . . . . . . . . . . . . . . . . . . . . . . . . . . . . . . . . . . . . . . . . . . . . . . . . . . . . . . . . . . . . . . . . . . . . . . . . . . . . . . . . . . . <box>345 591 2402 599</box>
leader-dots: . . . . . . . . . . . . . . . . . . . . . . . . . . . . . . . . . . . . . . . . . . . . . . . . . . . . . . . . . . . . . . . . . . . . . . . . . . . . . . . . . . . . . . . . . . . . . . . . . . . . . . . . . . . . . . . . . . . . . . . . . . . . . . . . . . . . . . . . . . . . . . . . . . . . . . . . . . . . . . . . <box>307 93 2364 101</box>
toc-entry-title: Кости свободной нижней конечности <box>210 37 361 48</box>
leader-dots: . . . . . . . . . . . . . . . . . . . . . . . . . . . . . . . . . . . . . . . . . . . . . . . . . . . . . . . . . . . . . . . . . . . . . . . . . . . . . . . . . . . . . . . . . . . . . . . . . . . . . . . . . . . . . . . . . . . . . . . . . . . . . . . . . . . . . . . . . . . . . . . . . . . . . . . . . . . . . . . . <box>278 72 2335 79</box>
toc-entry-page: 101 <box>2432 467 2447 479</box>
toc-entry <box>198 202 2358 214</box>
toc-entry <box>198 335 2401 347</box>
toc-entry <box>198 678 2535 689</box>
toc-entry-title: Верхняя челюсть <box>210 357 280 368</box>
toc-entry-page: 113 <box>2335 722 2350 733</box>
